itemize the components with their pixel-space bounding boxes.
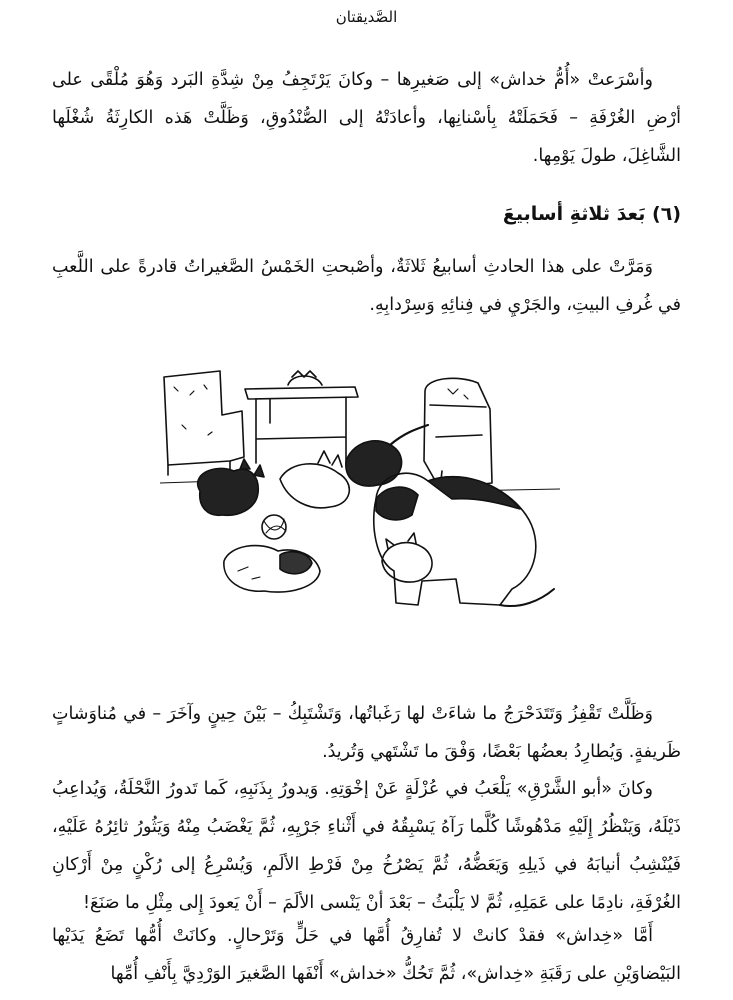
black-kitten [198, 468, 259, 515]
side-table [245, 387, 358, 399]
paragraph-abu-alsharq: وكانَ «أبو الشَّرْقِ» يَلْعَبُ في عُزْلَةٍ عَنْ إخْوَتِهِ. وَيدورُ بِذَنَبِهِ، كَما تَدورُ النَّحْلَةُ، وَيُداعِبُ ذَيْلَهُ، وَيَنْظُرُ إِلَيْهِ مَدْهُوشًا كُلَّما رَآهُ يَسْبِقُهُ في أَثْناءِ جَرْيِهِ، ثُمَّ يَغْضَبُ مِنْهُ وَيَثُورُ ثائِرُهُ عَلَيْهِ، فَيُنْشِبُ أنيابَهُ في ذَيلِهِ وَيَعَضُّهُ، ثُمَّ يَصْرُخُ مِنْ فَرْطِ الألَمِ، وَيُسْرِعُ إلى رُكْنٍ مِنْ أَرْكانِ الغُرْفَةِ، نادِمًا على عَمَلِهِ، ثُمَّ لا يَلْبَثُ – بَعْدَ أنْ يَنْسى الألَمَ – أَنْ يَعودَ إِلى مِثْلِ ما صَنَعَ! [52, 779, 681, 913]
cats-playing-illustration [160, 365, 560, 627]
paragraph-three-weeks-later: وَمَرَّتْ على هذا الحادثِ أسابيعُ ثَلاثَةٌ، وأصْبحتِ الخَمْسُ الصَّغيراتُ قادرةً على اللَّعبِ في غُرفِ البيتِ، والجَرْيِ في فِنائِهِ وَسِرْدابِهِ. [52, 257, 681, 315]
paragraph-kittens-playing: وَظَلَّتْ تَقْفِزُ وَتَتَدَحْرَجُ ما شاءَتْ لها رَغَباتُها، وَتَشْتَبِكُ – بَيْنَ حِينٍ وآخَرَ – في مُناوَشاتٍ ظَريفةٍ. وَيُطارِدُ بعضُها بَعْضًا، وَفْقَ ما تَشْتَهي وَتُريدُ. [52, 704, 681, 762]
white-kitten [280, 464, 349, 508]
dark-kitten [346, 441, 402, 486]
section-heading: (٦) بَعدَ ثلاثةِ أسابيعَ [502, 203, 681, 225]
running-title: الصَّديقتان [335, 8, 398, 26]
kitten-under-mother [382, 543, 432, 582]
armchair-right [424, 378, 492, 489]
paragraph-mother-carries-kitten: وأسْرَعتْ «أُمُّ خداش» إلى صَغيرِها – وكانَ يَرْتَجِفُ مِنْ شِدَّةِ البَرد وَهُوَ مُلْقًى على أرْضِ الغُرْفَةِ – فَحَمَلَتْهُ بِأسْنانِها، وأعادَتْهُ إلى الصُّنْدُوقِ، وَظَلَّتْ هَذه الكارِثَةُ شُغْلَها الشَّاغِلَ، طولَ يَوْمِها. [52, 70, 681, 166]
paragraph-khidash: أَمَّا «خِداش» فقدْ كانتْ لا تُفارِقُ أُمَّها في حَلٍّ وَتَرْحالٍ. وكانَتْ أُمُّها تَضَعُ يَدَيْها البَيْضاوَيْنِ على رَقَبَةِ «خِداش»، ثُمَّ تَحُكُّ «خداش» أَنْفَها الصَّغيرَ الوَرْدِيَّ بِأَنْفِ أُمِّها [52, 926, 681, 984]
